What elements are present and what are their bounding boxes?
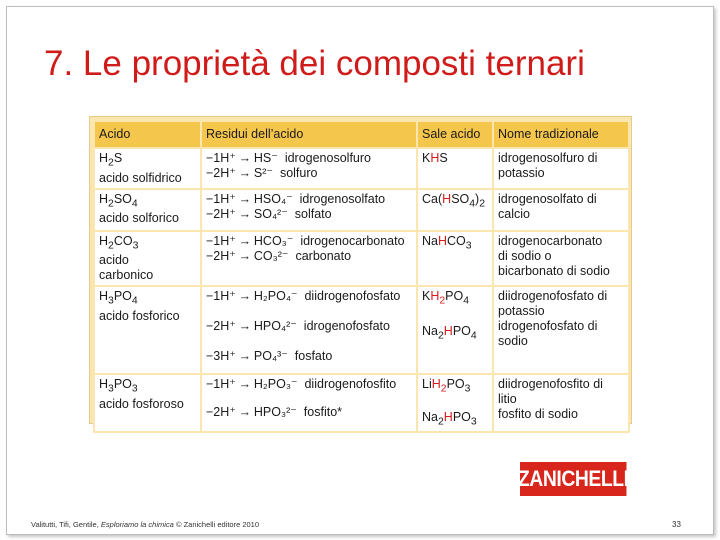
residue-line: −1H⁺ → H₂PO₄⁻ diidrogenofosfato <box>206 289 401 303</box>
acid-formula: $H_2SO_4$ <box>99 191 138 209</box>
residues-cell <box>201 286 417 374</box>
acid-name: acido solfidrico <box>99 170 182 185</box>
name-cell <box>493 148 629 189</box>
traditional-name-line: idrogenofosfato di <box>498 319 598 333</box>
footer-authors: Valitutti, Tifi, Gentile, <box>31 520 99 529</box>
name-cell <box>493 374 629 432</box>
zanichelli-logo: ZANICHELLI <box>520 462 626 496</box>
traditional-name-line: idrogenocarbonato <box>498 233 603 248</box>
residues-cell <box>201 374 417 432</box>
acid-cell <box>94 231 201 287</box>
header-traditional-name: Nome tradizionale <box>493 121 629 148</box>
arrow-right-icon: → <box>238 206 252 221</box>
acid-cell <box>94 374 201 432</box>
name-cell <box>493 286 629 374</box>
traditional-name-line: fosfito di sodio <box>498 407 578 421</box>
residue-line: −1H⁺ → HSO₄⁻ idrogenosolfato <box>206 191 386 206</box>
traditional-name-line: calcio <box>498 206 530 221</box>
residue-line: −2H⁺ → HPO₄²⁻ idrogenofosfato <box>206 319 390 333</box>
residue-line: −2H⁺ → CO₃²⁻ carbonato <box>206 248 352 263</box>
salt-cell <box>417 374 493 432</box>
salt-cell <box>417 286 493 374</box>
traditional-name-line: sodio <box>498 334 528 348</box>
acid-name: acido solforico <box>99 211 179 225</box>
salt-formula: $Ca(HSO_4)_2$ <box>422 191 486 209</box>
residue-line: −1H⁺ → H₂PO₃⁻ diidrogenofosfito <box>206 377 397 391</box>
salt-formula: NaHCO$_3$ <box>422 233 472 251</box>
traditional-name-line: diidrogenofosfato di <box>498 289 608 303</box>
residue-line: −2H⁺ → SO₄²⁻ solfato <box>206 206 332 221</box>
acid-formula: $H_2S$ <box>99 151 123 169</box>
residues-cell <box>201 148 417 189</box>
arrow-right-icon: → <box>238 289 252 303</box>
traditional-name-line: idrogenosolfuro di <box>498 151 598 165</box>
table-row <box>94 231 629 287</box>
acid-cell <box>94 148 201 189</box>
acid-name: acido fosforico <box>99 308 180 323</box>
salt-formula: $LiH_2PO_3$ <box>422 377 471 395</box>
arrow-right-icon: → <box>238 151 252 165</box>
table-row <box>94 286 629 374</box>
residue-line: −1H⁺ → HS⁻ idrogenosolfuro <box>206 151 371 165</box>
residue-line: −2H⁺ → S²⁻ solfuro <box>206 166 318 180</box>
residues-cell <box>201 189 417 231</box>
traditional-name-line: potassio <box>498 166 545 180</box>
arrow-right-icon: → <box>238 233 252 248</box>
salt-cell <box>417 148 493 189</box>
acid-residues-table <box>93 120 630 433</box>
acid-formula: $H_3PO_3$ <box>99 377 138 395</box>
slide-title: 7. Le proprietà dei composti ternari <box>44 44 585 83</box>
header-residues: Residui dell’acido <box>201 121 417 148</box>
table-row <box>94 189 629 231</box>
acid-name: acido <box>99 253 129 267</box>
page-number: 33 <box>672 520 681 529</box>
name-cell <box>493 231 629 287</box>
acid-name: acido fosforoso <box>99 396 184 411</box>
table-header-row <box>94 121 629 148</box>
arrow-right-icon: → <box>238 191 252 206</box>
arrow-right-icon: → <box>238 166 252 180</box>
acid-formula: $H_3PO_4$ <box>99 289 138 307</box>
acid-cell <box>94 286 201 374</box>
residues-cell <box>201 231 417 287</box>
arrow-right-icon: → <box>238 405 252 419</box>
salt-formula: $Na_2HPO_3$ <box>422 409 477 427</box>
residue-line: −1H⁺ → HCO₃⁻ idrogenocarbonato <box>206 233 405 248</box>
header-acid-salt: Sale acido <box>417 121 493 148</box>
residue-line: −2H⁺ → HPO₃²⁻ fosfito* <box>206 405 343 419</box>
traditional-name-line: diidrogenofosfito di <box>498 377 603 391</box>
footer-credits <box>31 520 259 529</box>
salt-cell <box>417 189 493 231</box>
acid-name: carbonico <box>99 268 154 282</box>
traditional-name-line: idrogenosolfato di <box>498 191 597 206</box>
traditional-name-line: potassio <box>498 304 545 318</box>
salt-formula: $Na_2HPO_4$ <box>422 323 477 341</box>
arrow-right-icon: → <box>238 377 252 391</box>
acid-cell <box>94 189 201 231</box>
arrow-right-icon: → <box>238 349 252 363</box>
arrow-right-icon: → <box>238 248 252 263</box>
name-cell <box>493 189 629 231</box>
footer-book-title: Esploriamo la chimica <box>100 520 174 529</box>
salt-formula: KHS <box>422 151 448 165</box>
header-acid: Acido <box>94 121 201 148</box>
salt-formula: $KH_2PO_4$ <box>422 289 470 307</box>
residue-line: −3H⁺ → PO₄³⁻ fosfato <box>206 349 333 363</box>
arrow-right-icon: → <box>238 319 252 333</box>
salt-cell <box>417 231 493 287</box>
acid-formula: $H_2CO_3$ <box>99 233 139 251</box>
traditional-name-line: bicarbonato di sodio <box>498 263 610 278</box>
traditional-name-line: di sodio o <box>498 248 552 263</box>
table-row <box>94 374 629 432</box>
traditional-name-line: litio <box>498 392 517 406</box>
acid-table-container <box>89 116 632 427</box>
footer-publisher: © Zanichelli editore 2010 <box>175 520 260 529</box>
table-row <box>94 148 629 189</box>
